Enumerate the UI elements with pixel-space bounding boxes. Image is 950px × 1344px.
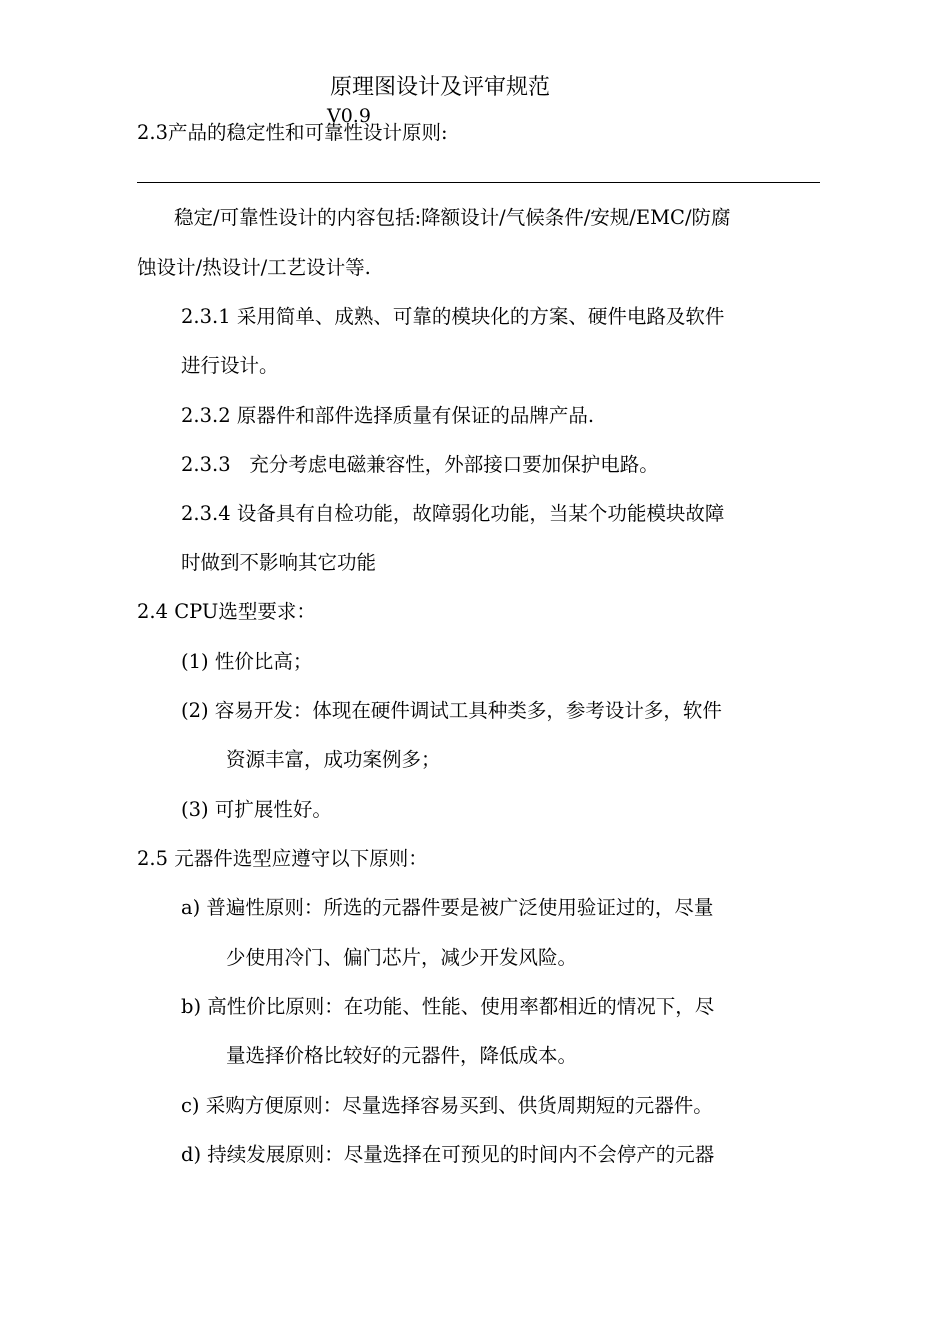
section-2-4-item-3: (3) 可扩展性好。 xyxy=(181,798,332,821)
document-version: V0.9 xyxy=(327,105,371,127)
section-2-3-4-line-2: 时做到不影响其它功能 xyxy=(181,551,377,574)
section-2-5-item-a-line-1: a) 普遍性原则：所选的元器件要是被广泛使用验证过的，尽量 xyxy=(181,896,714,919)
section-2-4-item-1: (1) 性价比高； xyxy=(181,650,313,673)
document-title: 原理图设计及评审规范 xyxy=(330,75,551,100)
section-2-5-item-a-line-2: 少使用冷门、偏门芯片，减少开发风险。 xyxy=(226,946,578,969)
section-2-4-item-2-line-1: (2) 容易开发：体现在硬件调试工具种类多，参考设计多，软件 xyxy=(181,699,722,722)
section-2-3-1-line-2: 进行设计。 xyxy=(181,354,279,377)
section-2-3-2: 2.3.2 原器件和部件选择质量有保证的品牌产品. xyxy=(181,404,595,427)
section-2-5-heading: 2.5 元器件选型应遵守以下原则： xyxy=(137,847,428,870)
section-2-5-item-d-line-1: d) 持续发展原则：尽量选择在可预见的时间内不会停产的元器 xyxy=(181,1143,715,1166)
section-2-5-item-b-line-2: 量选择价格比较好的元器件，降低成本。 xyxy=(226,1044,578,1067)
section-2-4-heading: 2.4 CPU选型要求： xyxy=(137,600,316,623)
section-2-5-item-b-line-1: b) 高性价比原则：在功能、性能、使用率都相近的情况下，尽 xyxy=(181,995,715,1018)
section-2-4-item-2-line-2: 资源丰富，成功案例多； xyxy=(226,748,441,771)
section-2-3-1-line-1: 2.3.1 采用简单、成熟、可靠的模块化的方案、硬件电路及软件 xyxy=(181,305,725,328)
section-2-3-heading: 2.3产品的稳定性和可靠性设计原则: xyxy=(137,121,448,144)
section-2-3-intro-line-1: 稳定/可靠性设计的内容包括:降额设计/气候条件/安规/EMC/防腐 xyxy=(174,206,731,229)
section-2-3-intro-line-2: 蚀设计/热设计/工艺设计等. xyxy=(137,256,371,279)
section-2-3-3: 2.3.3 充分考虑电磁兼容性，外部接口要加保护电路。 xyxy=(181,453,659,476)
header-divider xyxy=(137,182,820,183)
section-2-3-4-line-1: 2.3.4 设备具有自检功能，故障弱化功能，当某个功能模块故障 xyxy=(181,502,725,525)
section-2-5-item-c: c) 采购方便原则：尽量选择容易买到、供货周期短的元器件。 xyxy=(181,1094,713,1117)
